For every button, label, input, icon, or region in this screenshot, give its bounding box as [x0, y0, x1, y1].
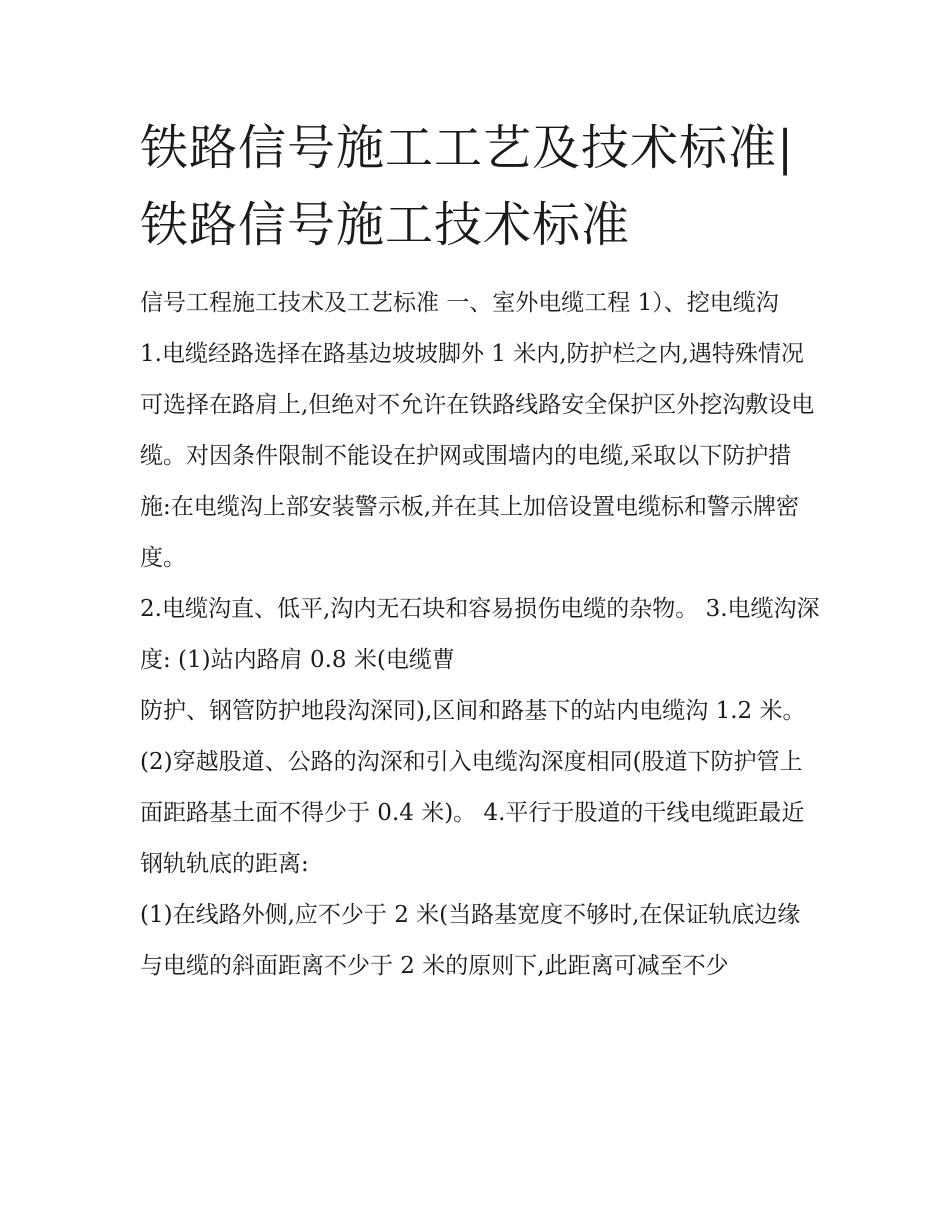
- document-title: [140, 110, 820, 264]
- title-line-1: 铁路信号施工工艺及技术标准|: [140, 120, 795, 176]
- paragraph-2-continued: 防护、钢管防护地段沟深同),区间和路基下的站内电缆沟 1.2 米。: [140, 698, 806, 724]
- paragraph-4: (1)在线路外侧,应不少于 2 米(当路基宽度不够时,在保证轨底边缘与电缆的斜面距离不少于 2 米的原则下,此距离可减至不少: [140, 902, 801, 979]
- title-line-2: 铁路信号施工技术标准: [140, 197, 631, 253]
- paragraph-intro: 信号工程施工技术及工艺标准 一、室外电缆工程 1）、挖电缆沟: [140, 290, 779, 316]
- paragraph-2: 2.电缆沟直、低平,沟内无石块和容易损伤电缆的杂物。 3.电缆沟深度: (1)站内路肩 0.8 米(电缆曹: [140, 596, 820, 673]
- paragraph-1: 1.电缆经路选择在路基边坡坡脚外 1 米内,防护栏之内,遇特殊情况可选择在路肩上,但绝对不允许在铁路线路安全保护区外挖沟敷设电缆。对因条件限制不能设在护网或围墙内的电缆,采取以下防护措施:在电缆沟上部安装警示板,并在其上加倍设置电缆标和警示牌密度。: [140, 341, 815, 571]
- document-page: [140, 110, 820, 992]
- paragraph-3: (2)穿越股道、公路的沟深和引入电缆沟深度相同(股道下防护管上面距路基土面不得少于 0.4 米)。 4.平行于股道的干线电缆距最近钢轨轨底的距离:: [140, 749, 805, 877]
